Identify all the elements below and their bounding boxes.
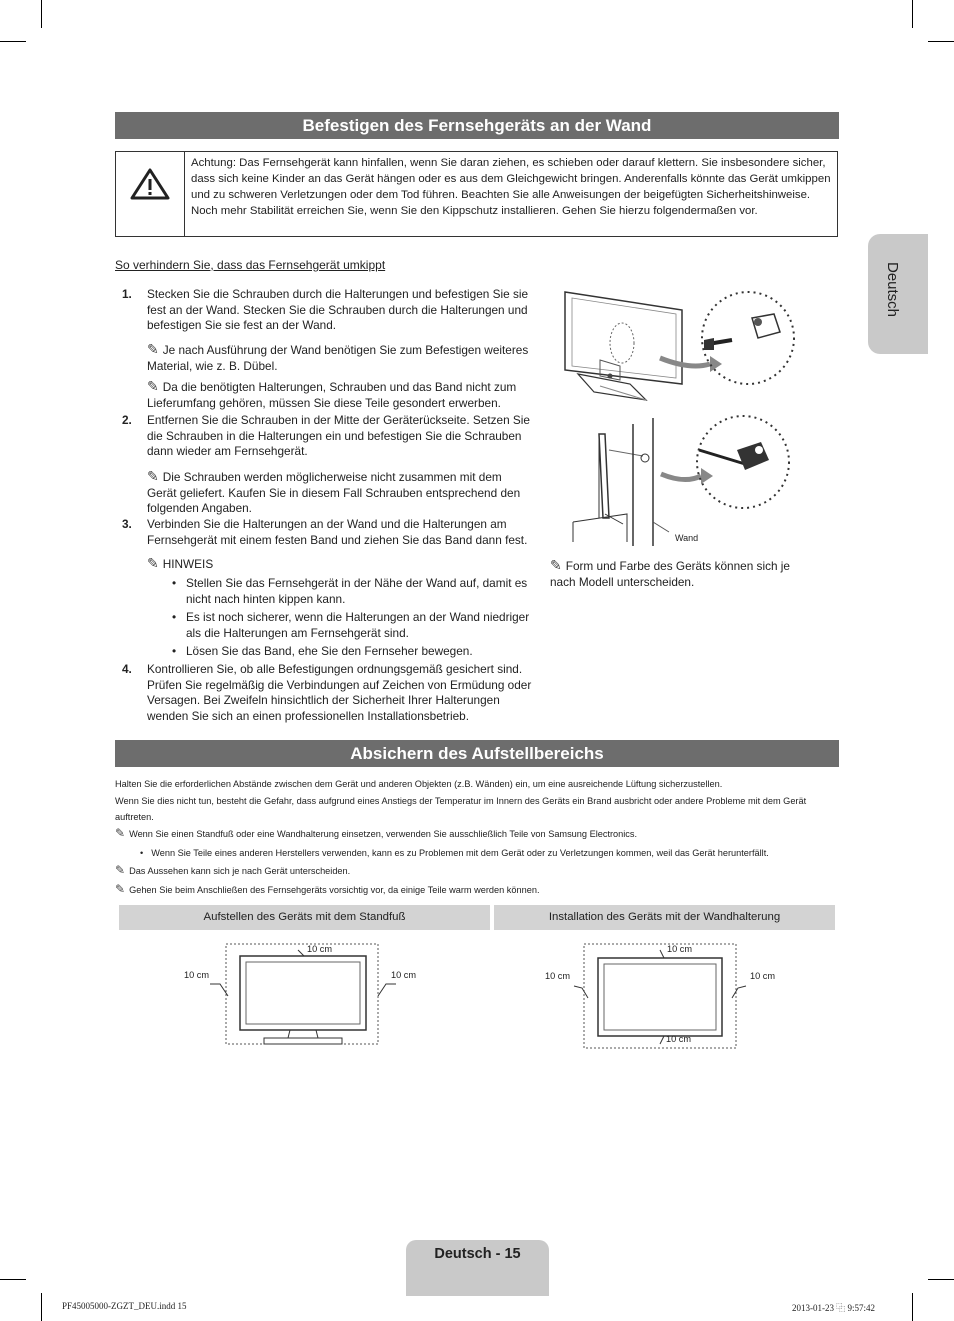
placement-note-1: Wenn Sie einen Standfuß oder eine Wandhalterung einsetzen, verwenden Sie ausschließlich Teile von Samsung Electronics. [129,829,638,839]
clearance-label-top: 10 cm [667,944,693,954]
clearance-label-left: 10 cm [184,970,210,980]
step-1-text: Stecken Sie die Schrauben durch die Halterungen und befestigen Sie sie fest an der Wand. Stecken Sie die Schrauben durch die Halterungen und befestigen Sie sie fest an der Wand. [147,287,529,333]
step-2-note: Die Schrauben werden möglicherweise nicht zusammen mit dem Gerät geliefert. Kaufen Sie in diesem Fall Schrauben entsprechend den folgenden Angaben. [147,470,521,516]
warning-text: : Das Fernsehgerät kann hinfallen, wenn Sie daran ziehen, es schieben oder darauf klettern. Sie insbesondere sicher, dass sich keine Kinder an das Gerät hängen oder es aus dem Gleichgewicht bringen. Anderenfalls könnte das Gerät umkippen und zu schweren Verletzungen oder dem Tod führen. Beachten Sie alle Anweisungen der beigefügten Sicherheitshinweise. Noch mehr Stabilität erreichen Sie, wenn Sie den Kippschutz installieren. Gehen Sie hierzu folgendermaßen vor. [191,157,831,217]
placement-note-1-bullet: Wenn Sie Teile eines anderen Herstellers verwenden, kann es zu Problemen mit dem Gerät oder zu Verletzungen kommen, weil das Gerät herunterfällt. [151,848,769,858]
tv-back-bracket-illustration [560,288,800,410]
clearance-label-right: 10 cm [391,970,417,980]
note-pencil-icon: ✎ [147,555,159,571]
language-side-tab [868,234,928,354]
placement-paragraph-2: Wenn Sie dies nicht tun, besteht die Gefahr, dass aufgrund eines Anstiegs der Temperatur im Innern des Geräts ein Brand ausbricht oder andere Probleme mit dem Gerät auftreten. [115,796,807,822]
clearance-label-bottom: 10 cm [666,1034,692,1044]
page-number-tab [406,1240,549,1296]
warning-label: Achtung [191,157,233,169]
bullet: • [140,848,144,858]
note-pencil-icon: ✎ [115,863,126,877]
note-pencil-icon: ✎ [550,557,562,573]
stand-clearance-diagram [180,940,425,1050]
column-heading-stand: Aufstellen des Geräts mit dem Standfuß [119,905,490,930]
step-1-note-1: Je nach Ausführung der Wand benötigen Sie zum Befestigen weiteres Material, wie z. B. Dübel. [147,343,529,373]
step-4-text: Kontrollieren Sie, ob alle Befestigungen ordnungsgemäß gesichert sind. Prüfen Sie regelmäßig die Verbindungen auf Zeichen von Ermüdung oder Versagen. Bei Zweifeln hinsichtlich der Sicherheit Ihrer Halterungen wenden Sie sich an einen professionellen Installationsbetrieb. [147,662,532,723]
column-heading-wall-mount: Installation des Geräts mit der Wandhalterung [494,905,835,930]
wall-label: Wand [675,533,699,543]
step-number: 1. [122,287,132,301]
placement-note-3: Gehen Sie beim Anschließen des Fernsehgeräts vorsichtig vor, da einige Teile warm werden können. [129,885,540,895]
warning-icon [116,152,185,236]
placement-paragraph-1: Halten Sie die erforderlichen Abstände zwischen dem Gerät und anderen Objekten (z.B. Wänden) ein, um eine ausreichende Lüftung sicherzustellen. [115,779,723,789]
note-pencil-icon: ✎ [147,468,159,484]
crop-mark [928,41,954,42]
clearance-label-right: 10 cm [750,971,776,981]
step-2-text: Entfernen Sie die Schrauben in der Mitte der Geräterückseite. Setzen Sie die Schrauben in die Halterungen ein und befestigen Sie die Schrauben dann wieder am Fernsehgerät. [147,413,530,459]
warning-box [115,151,838,237]
section-title-placement: Absichern des Aufstellbereichs [115,740,839,767]
hinweis-bullet: • Lösen Sie das Band, ehe Sie den Fernseher bewegen. [172,644,473,658]
crop-mark [912,1293,913,1321]
note-pencil-icon: ✎ [115,826,126,840]
figure-note: Form und Farbe des Geräts können sich je nach Modell unterscheiden. [550,559,790,589]
clearance-label-left: 10 cm [545,971,571,981]
note-pencil-icon: ✎ [115,882,126,896]
step-number: 2. [122,413,132,427]
step-1-note-2: Da die benötigten Halterungen, Schrauben und das Band nicht zum Lieferumfang gehören, müssen Sie diese Teile gesondert erwerben. [147,380,517,410]
hinweis-bullet: • Stellen Sie das Fernsehgerät in der Nähe der Wand auf, damit es nicht nach hinten kippen kann. [172,576,528,606]
file-name: PF45005000-ZGZT_DEU.indd 15 [62,1301,187,1311]
print-datetime: 2013-01-23 ⿻ 9:57:42 [792,1303,875,1313]
clearance-label-top: 10 cm [307,944,333,954]
hinweis-bullet: • Es ist noch sicherer, wenn die Halterungen an der Wand niedriger als die Halterungen am Fernsehgerät sind. [172,610,530,640]
step-3-text: Verbinden Sie die Halterungen an der Wand und die Halterungen am Fernsehgerät mit einem festen Band und ziehen Sie das Band dann fest. [147,517,528,547]
section-title-wall-mount: Befestigen des Fernsehgeräts an der Wand [115,112,839,139]
wall-mount-clearance-diagram [540,940,785,1050]
note-pencil-icon: ✎ [147,341,159,357]
note-pencil-icon: ✎ [147,378,159,394]
page-number-label: Deutsch - 15 [434,1246,521,1262]
crop-mark [912,0,913,28]
crop-mark [0,1279,26,1280]
language-side-tab-label: Deutsch [884,262,901,318]
crop-mark [0,41,26,42]
step-number: 4. [122,662,132,676]
hinweis-heading: HINWEIS [162,557,214,571]
placement-note-2: Das Aussehen kann sich je nach Gerät unterscheiden. [129,866,351,876]
step-number: 3. [122,517,132,531]
tv-wall-side-illustration [565,414,805,546]
crop-mark [928,1279,954,1280]
crop-mark [41,0,42,28]
crop-mark [41,1293,42,1321]
subheading-tip-over: So verhindern Sie, dass das Fernsehgerät umkippt [115,258,386,272]
